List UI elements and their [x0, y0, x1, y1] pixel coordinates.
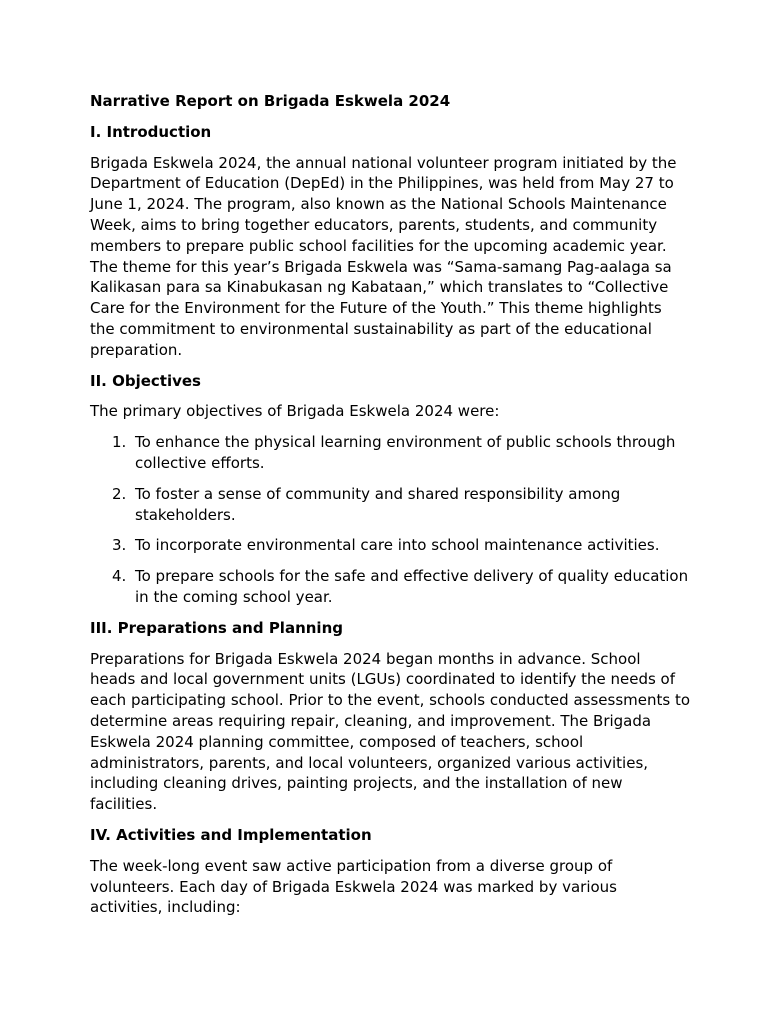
introduction-paragraph: Brigada Eskwela 2024, the annual national volunteer program initiated by the Department of Education (DepEd) in the Philippines, was held from May 27 to June 1, 2024. The program, also known as the National Schools Maintenance Week, aims to bring together educators, parents, students, and community members to prepare public school facilities for the upcoming academic year. The theme for this year’s Brigada Eskwela was “Sama-samang Pag-aalaga sa Kalikasan para sa Kinabukasan ng Kabataan,” which translates to “Collective Care for the Environment for the Future of the Youth.” This theme highlights the commitment to environmental sustainability as part of the educational preparation.	[90, 153, 677, 359]
list-item	[90, 432, 690, 474]
document-page	[90, 91, 690, 928]
section-heading-introduction: I. Introduction	[90, 122, 212, 141]
list-item	[90, 535, 690, 556]
list-item-number: 4.	[112, 567, 127, 586]
section-heading-preparations: III. Preparations and Planning	[90, 618, 343, 637]
list-item-number: 1.	[112, 433, 127, 452]
list-item-number: 2.	[112, 484, 127, 503]
section-heading-activities: IV. Activities and Implementation	[90, 825, 372, 844]
document-title: Narrative Report on Brigada Eskwela 2024	[90, 92, 451, 110]
list-item	[90, 484, 690, 526]
list-item-text: To foster a sense of community and shared responsibility among stakeholders.	[135, 484, 621, 524]
section-heading-objectives: II. Objectives	[90, 371, 201, 390]
list-item-text: To prepare schools for the safe and effective delivery of quality education in the coming school year.	[135, 567, 689, 606]
activities-paragraph: The week-long event saw active participation from a diverse group of volunteers. Each day of Brigada Eskwela 2024 was marked by various activities, including:	[90, 856, 617, 917]
objectives-intro: The primary objectives of Brigada Eskwela 2024 were:	[90, 402, 500, 421]
objectives-list	[90, 432, 690, 608]
preparations-paragraph: Preparations for Brigada Eskwela 2024 began months in advance. School heads and local government units (LGUs) coordinated to identify the needs of each participating school. Prior to the event, schools conducted assessments to determine areas requiring repair, cleaning, and improvement. The Brigada Eskwela 2024 planning committee, composed of teachers, school administrators, parents, and local volunteers, organized various activities, including cleaning drives, painting projects, and the installation of new facilities.	[90, 649, 690, 814]
list-item-text: To enhance the physical learning environment of public schools through collective efforts.	[135, 433, 676, 472]
list-item-number: 3.	[112, 536, 127, 555]
list-item-text: To incorporate environmental care into school maintenance activities.	[135, 536, 660, 555]
list-item	[90, 566, 690, 608]
